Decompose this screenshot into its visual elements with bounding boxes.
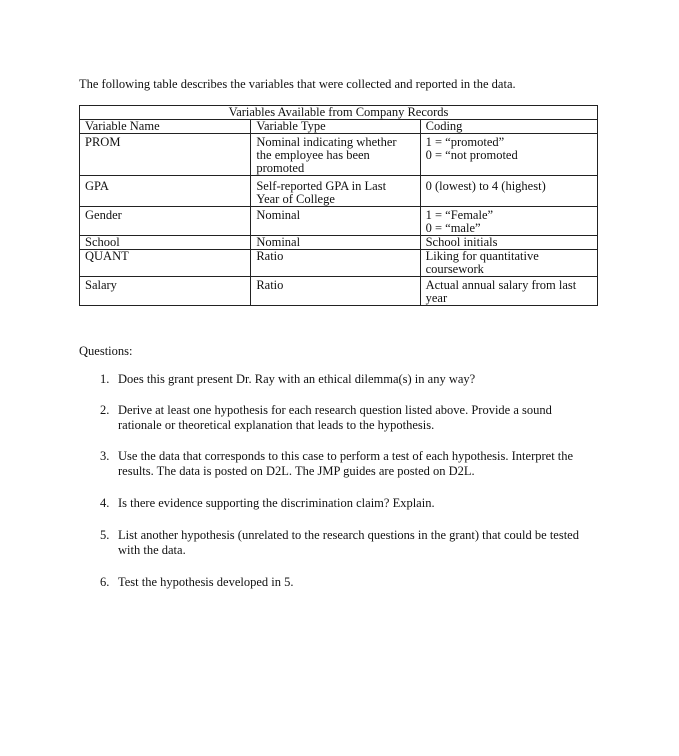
- questions-heading: Questions:: [79, 344, 133, 358]
- variable-type: [251, 207, 420, 236]
- variable-coding: [420, 277, 597, 306]
- question-item: [100, 528, 590, 558]
- intro-text: The following table describes the variables that were collected and reported in the data.: [79, 77, 516, 91]
- variables-table: [79, 105, 598, 306]
- cell-line: Actual annual salary from last: [425, 278, 577, 292]
- variable-type: Ratio: [251, 250, 420, 277]
- variable-name: Salary: [80, 277, 251, 306]
- variable-name: GPA: [80, 176, 251, 207]
- variable-name: PROM: [80, 134, 251, 176]
- table-row: [80, 250, 598, 277]
- table-row: [80, 236, 598, 250]
- cell-line: promoted: [256, 161, 305, 175]
- table-caption: Variables Available from Company Records: [80, 106, 598, 120]
- question-text: Derive at least one hypothesis for each research question listed above. Provide a sound rationale or theoretical explanation that leads to the hypothesis.: [118, 403, 552, 432]
- question-text: Test the hypothesis developed in 5.: [118, 575, 294, 589]
- variable-coding: [420, 207, 597, 236]
- cell-line: Nominal: [256, 208, 301, 222]
- question-number: 2.: [100, 403, 110, 417]
- variable-coding: [420, 176, 597, 207]
- cell-line: Nominal indicating whether: [256, 135, 397, 149]
- table-row: [80, 207, 598, 236]
- variable-coding: School initials: [420, 236, 597, 250]
- question-item: [100, 403, 590, 433]
- cell-line: 0 = “male”: [425, 221, 481, 235]
- cell-line: Year of College: [256, 192, 335, 206]
- cell-line: coursework: [425, 262, 484, 276]
- question-text: Does this grant present Dr. Ray with an ethical dilemma(s) in any way?: [118, 372, 476, 386]
- question-number: 3.: [100, 449, 110, 463]
- cell-line: Liking for quantitative: [425, 249, 539, 263]
- table-row: [80, 134, 598, 176]
- variable-coding: [420, 250, 597, 277]
- question-item: [100, 372, 590, 387]
- variable-type: [251, 176, 420, 207]
- table-row: [80, 176, 598, 207]
- question-number: 4.: [100, 496, 110, 510]
- variable-type: [251, 134, 420, 176]
- question-item: [100, 449, 590, 479]
- variable-name: QUANT: [80, 250, 251, 277]
- variable-name: School: [80, 236, 251, 250]
- column-header: Coding: [420, 120, 597, 134]
- question-number: 1.: [100, 372, 110, 386]
- variable-coding: [420, 134, 597, 176]
- cell-line: the employee has been: [256, 148, 370, 162]
- question-number: 5.: [100, 528, 110, 542]
- table-header-row: [80, 120, 598, 134]
- cell-line: year: [425, 291, 448, 305]
- question-text: Use the data that corresponds to this case to perform a test of each hypothesis. Interpret the results. The data is posted on D2L. The JMP guides are posted on D2L.: [118, 449, 574, 478]
- cell-line: 1 = “Female”: [425, 208, 494, 222]
- cell-line: 0 (lowest) to 4 (highest): [425, 179, 546, 193]
- question-item: [100, 496, 590, 511]
- variable-name: Gender: [80, 207, 251, 236]
- table-row: [80, 277, 598, 306]
- cell-line: 1 = “promoted”: [425, 135, 505, 149]
- variable-type: Ratio: [251, 277, 420, 306]
- cell-line: Self-reported GPA in Last: [256, 179, 387, 193]
- variable-type: Nominal: [251, 236, 420, 250]
- question-text: List another hypothesis (unrelated to the research questions in the grant) that could be tested with the data.: [118, 528, 579, 557]
- questions-list: [100, 372, 590, 590]
- cell-line: 0 = “not promoted: [425, 148, 518, 162]
- column-header: Variable Type: [251, 120, 420, 134]
- question-item: [100, 575, 590, 590]
- question-number: 6.: [100, 575, 110, 589]
- question-text: Is there evidence supporting the discrimination claim? Explain.: [118, 496, 435, 510]
- column-header: Variable Name: [80, 120, 251, 134]
